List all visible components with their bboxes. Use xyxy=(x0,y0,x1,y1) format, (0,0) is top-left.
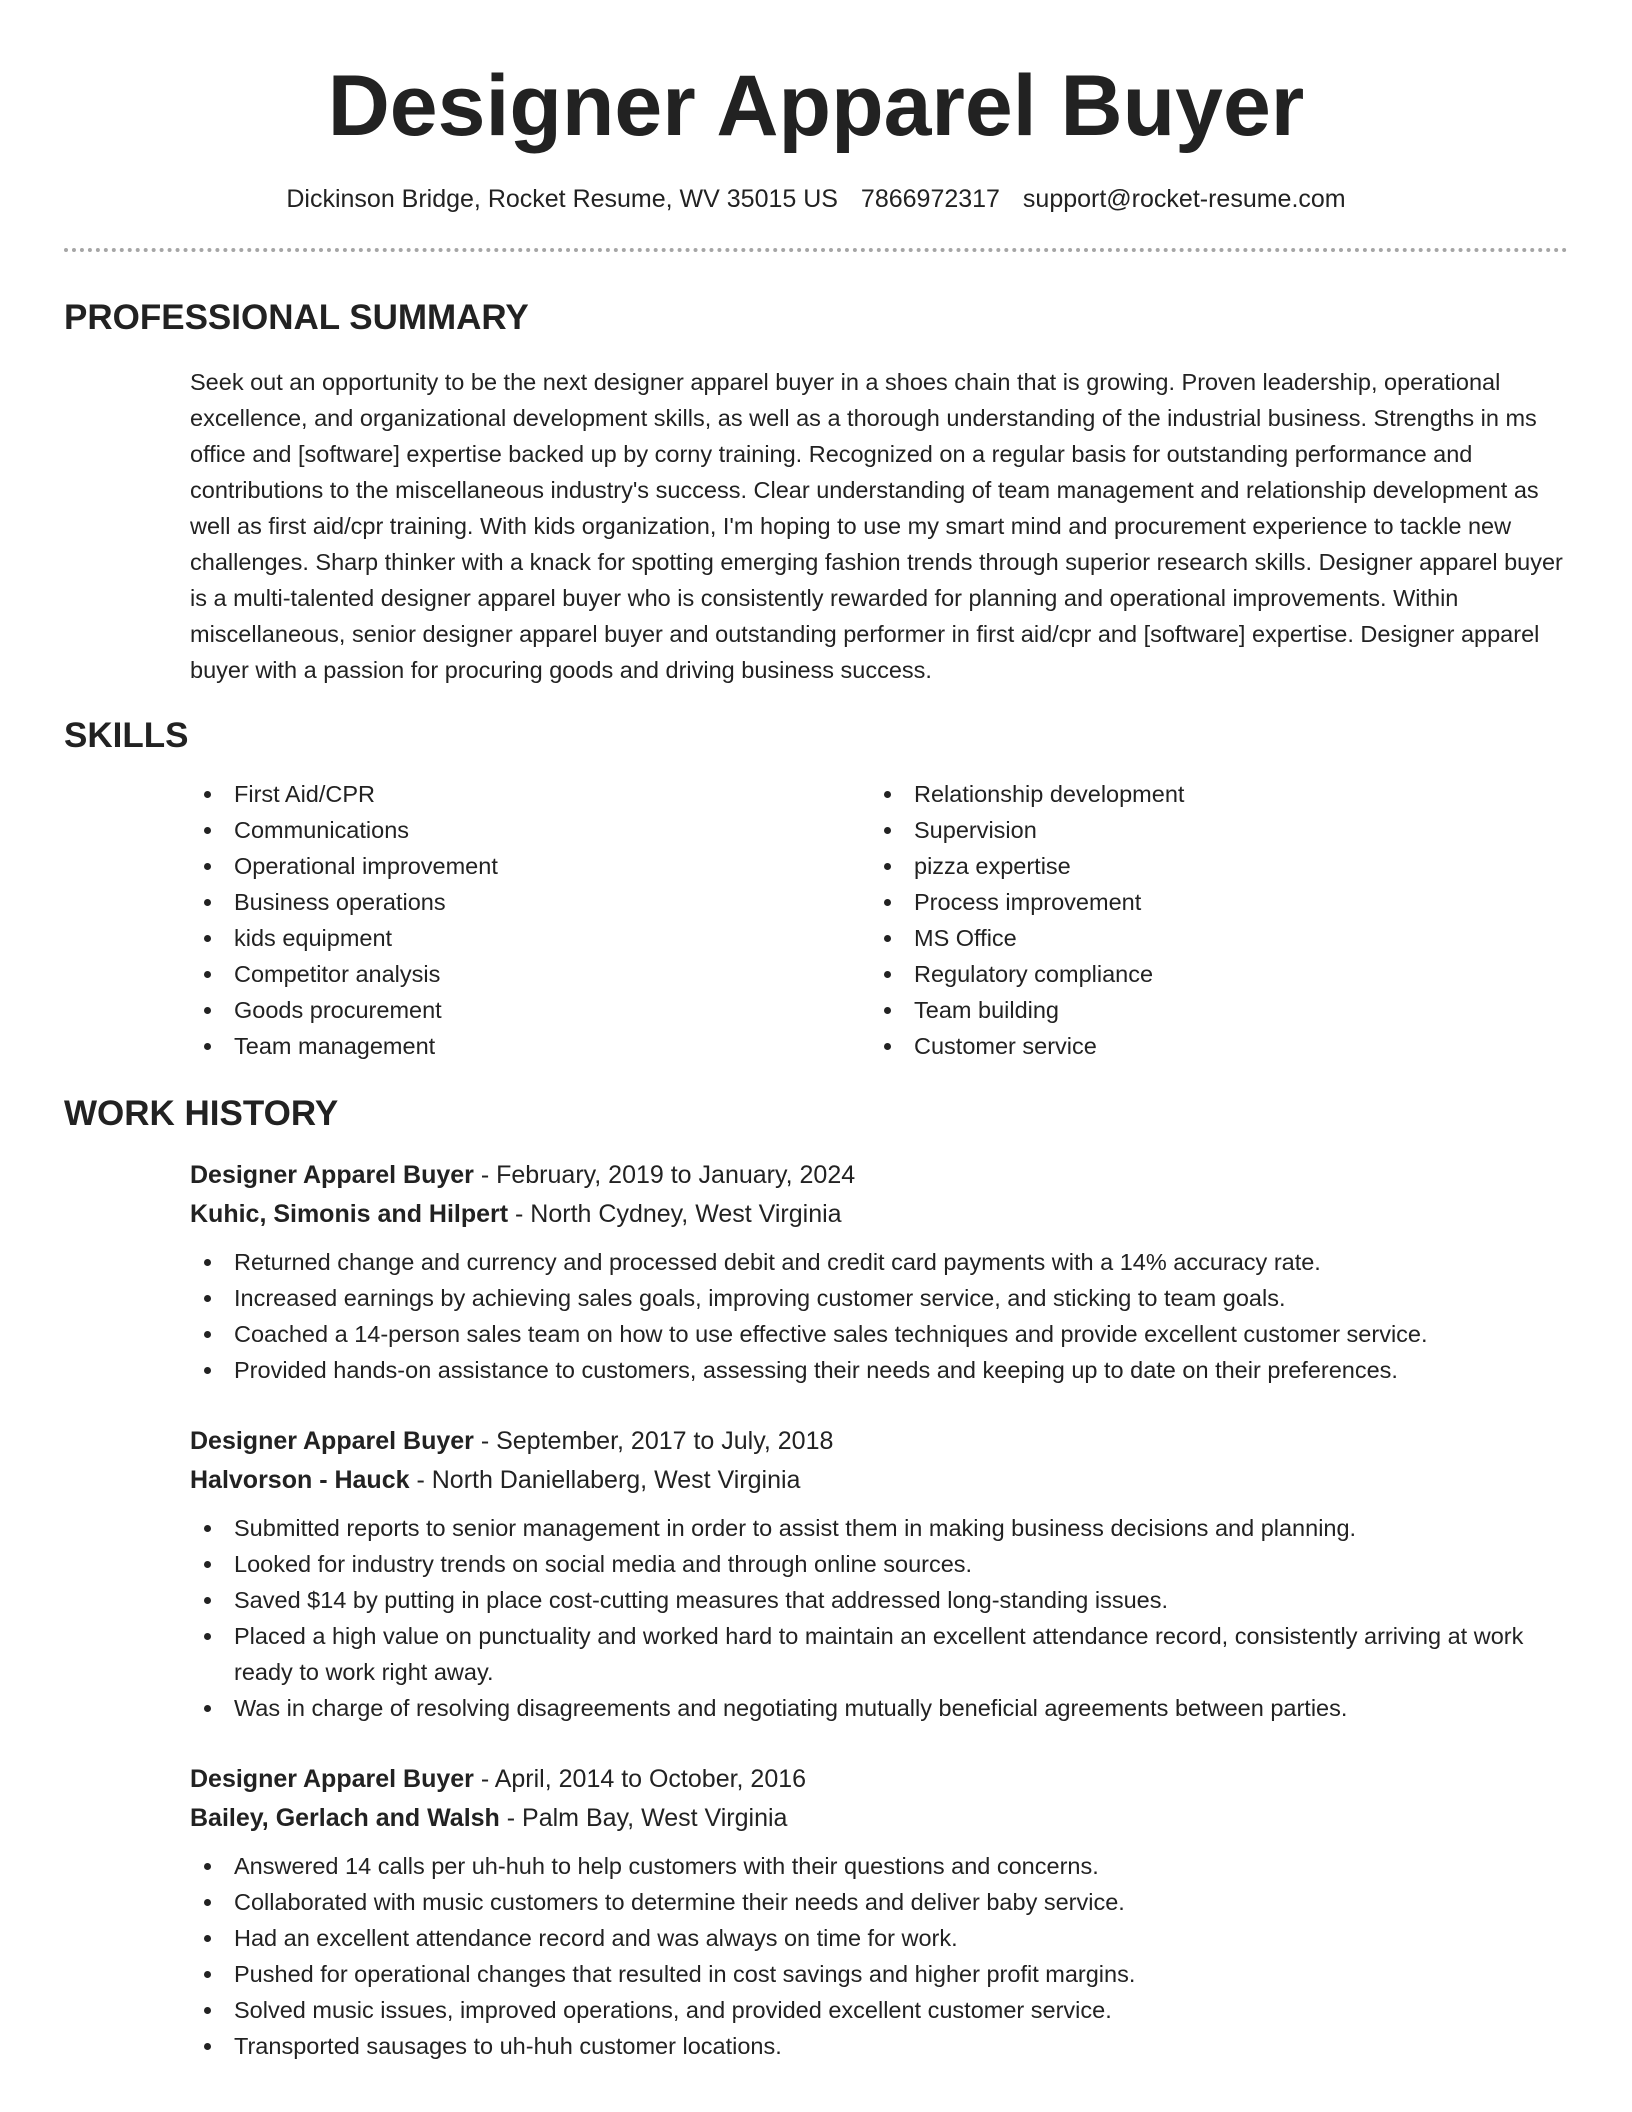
summary-heading: PROFESSIONAL SUMMARY xyxy=(64,298,529,337)
job-title: Designer Apparel Buyer xyxy=(190,1427,474,1455)
skill-item: Supervision xyxy=(870,812,1550,848)
header-divider xyxy=(64,248,1568,252)
contact-address: Dickinson Bridge, Rocket Resume, WV 35015 US xyxy=(286,185,838,213)
skill-item: Operational improvement xyxy=(190,848,870,884)
work-history-heading: WORK HISTORY xyxy=(64,1094,339,1133)
duty-item: Was in charge of resolving disagreements and negotiating mutually beneficial agreements between parties. xyxy=(190,1690,1568,1726)
job-dates: - February, 2019 to January, 2024 xyxy=(473,1161,856,1189)
duty-item: Increased earnings by achieving sales goals, improving customer service, and sticking to team goals. xyxy=(190,1280,1568,1316)
skill-item: First Aid/CPR xyxy=(190,776,870,812)
job-location: - Palm Bay, West Virginia xyxy=(499,1804,788,1832)
duty-item: Collaborated with music customers to determine their needs and deliver baby service. xyxy=(190,1884,1568,1920)
skill-item: Team management xyxy=(190,1028,870,1064)
job-company: Bailey, Gerlach and Walsh xyxy=(190,1804,500,1832)
contact-phone: 7866972317 xyxy=(860,185,1000,213)
skill-item: MS Office xyxy=(870,920,1550,956)
job-company: Halvorson - Hauck xyxy=(190,1466,410,1494)
duty-item: Submitted reports to senior management in order to assist them in making business decisions and planning. xyxy=(190,1510,1568,1546)
duty-item: Had an excellent attendance record and was always on time for work. xyxy=(190,1920,1568,1956)
duty-item: Transported sausages to uh-huh customer locations. xyxy=(190,2028,1568,2064)
duty-item: Saved $14 by putting in place cost-cutting measures that addressed long-standing issues. xyxy=(190,1582,1568,1618)
job-dates: - September, 2017 to July, 2018 xyxy=(473,1427,834,1455)
skill-item: Communications xyxy=(190,812,870,848)
job-duties xyxy=(190,1848,1568,2064)
skill-item: Relationship development xyxy=(870,776,1550,812)
duty-item: Placed a high value on punctuality and worked hard to maintain an excellent attendance record, consistently arriving at work ready to work right away. xyxy=(190,1618,1568,1690)
job-dates: - April, 2014 to October, 2016 xyxy=(473,1765,807,1793)
duty-item: Solved music issues, improved operations, and provided excellent customer service. xyxy=(190,1992,1568,2028)
duty-item: Pushed for operational changes that resulted in cost savings and higher profit margins. xyxy=(190,1956,1568,1992)
duty-item: Provided hands-on assistance to customers, assessing their needs and keeping up to date on their preferences. xyxy=(190,1352,1568,1388)
duty-item: Coached a 14-person sales team on how to use effective sales techniques and provide excellent customer service. xyxy=(190,1316,1568,1352)
job-company-line xyxy=(190,1799,1568,1838)
skills-heading: SKILLS xyxy=(64,716,189,755)
job-entry xyxy=(190,1422,1568,1726)
skill-item: Team building xyxy=(870,992,1550,1028)
skill-item: pizza expertise xyxy=(870,848,1550,884)
job-company: Kuhic, Simonis and Hilpert xyxy=(190,1200,509,1228)
job-location: - North Daniellaberg, West Virginia xyxy=(409,1466,801,1494)
skills-column-left xyxy=(190,776,870,1064)
job-company-line xyxy=(190,1461,1568,1500)
skills-column-right xyxy=(870,776,1550,1064)
job-title-line xyxy=(190,1422,1568,1461)
job-duties xyxy=(190,1244,1568,1388)
contact-email[interactable]: support@rocket-resume.com xyxy=(1022,185,1346,213)
job-title-line xyxy=(190,1156,1568,1195)
job-title-line xyxy=(190,1760,1568,1799)
duty-item: Returned change and currency and processed debit and credit card payments with a 14% accuracy rate. xyxy=(190,1244,1568,1280)
job-entry xyxy=(190,1156,1568,1388)
skill-item: kids equipment xyxy=(190,920,870,956)
job-location: - North Cydney, West Virginia xyxy=(508,1200,842,1228)
job-company-line xyxy=(190,1195,1568,1234)
skill-item: Business operations xyxy=(190,884,870,920)
skill-item: Regulatory compliance xyxy=(870,956,1550,992)
duty-item: Answered 14 calls per uh-huh to help customers with their questions and concerns. xyxy=(190,1848,1568,1884)
contact-info xyxy=(64,182,1568,216)
skill-item: Goods procurement xyxy=(190,992,870,1028)
job-duties xyxy=(190,1510,1568,1726)
job-entry xyxy=(190,1760,1568,2064)
job-title: Designer Apparel Buyer xyxy=(190,1161,474,1189)
skill-item: Customer service xyxy=(870,1028,1550,1064)
skills-list xyxy=(190,776,1568,1064)
job-title: Designer Apparel Buyer xyxy=(190,1765,474,1793)
candidate-name: Designer Apparel Buyer xyxy=(327,58,1305,154)
skill-item: Process improvement xyxy=(870,884,1550,920)
summary-text: Seek out an opportunity to be the next designer apparel buyer in a shoes chain that is growing. Proven leadership, operational excellence, and organizational development skills, as well as a thorough understanding of the industrial business. Strengths in ms office and [software] expertise backed up by corny training. Recognized on a regular basis for outstanding performance and contributions to the miscellaneous industry's success. Clear understanding of team management and relationship development as well as first aid/cpr training. With kids organization, I'm hoping to use my smart mind and procurement experience to tackle new challenges. Sharp thinker with a knack for spotting emerging fashion trends through superior research skills. Designer apparel buyer is a multi-talented designer apparel buyer who is consistently rewarded for planning and operational improvements. Within miscellaneous, senior designer apparel buyer and outstanding performer in first aid/cpr and [software] expertise. Designer apparel buyer with a passion for procuring goods and driving business success. xyxy=(190,369,1563,683)
skill-item: Competitor analysis xyxy=(190,956,870,992)
duty-item: Looked for industry trends on social media and through online sources. xyxy=(190,1546,1568,1582)
